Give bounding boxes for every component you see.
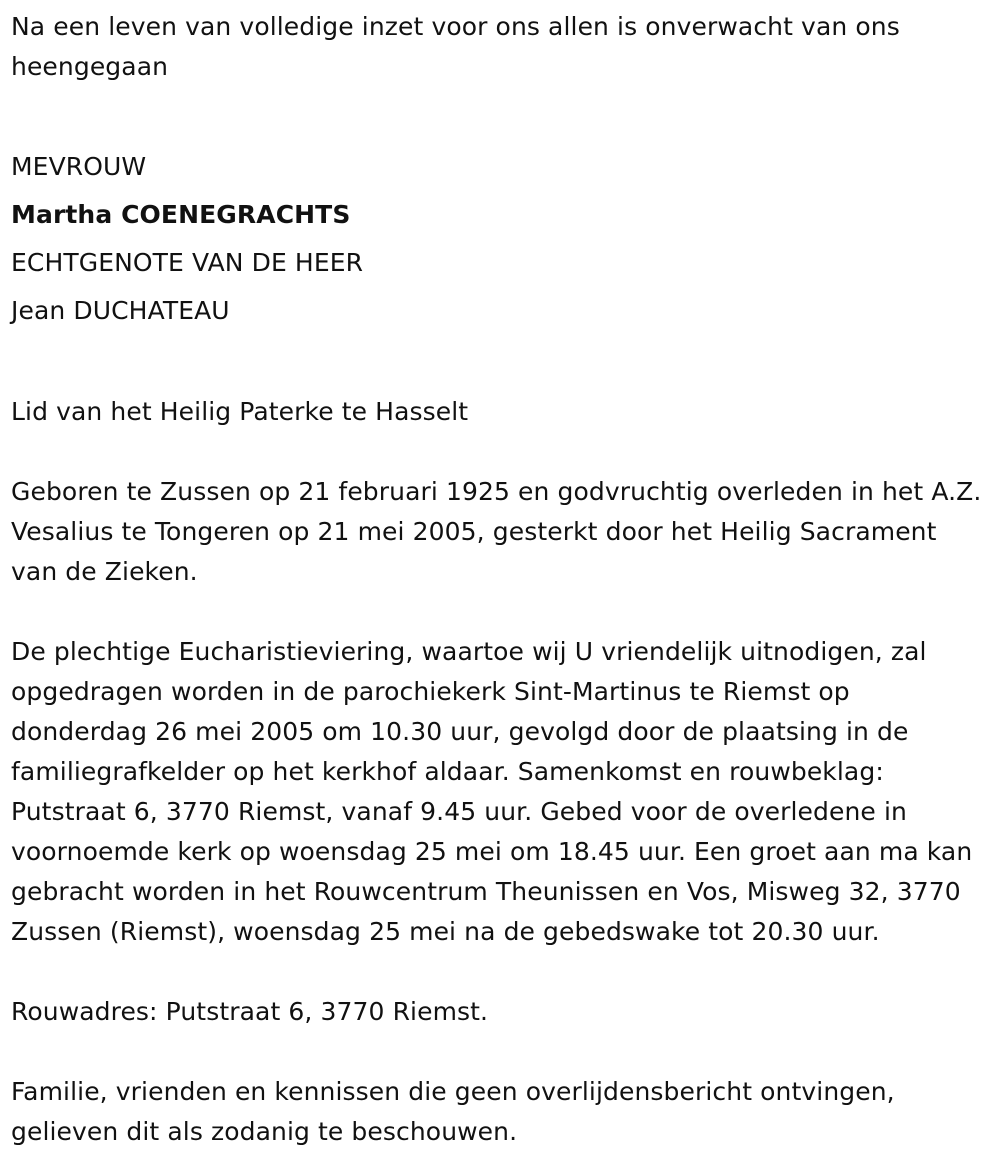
spouse-label: ECHTGENOTE VAN DE HEER bbox=[11, 248, 364, 277]
closing-block bbox=[11, 1032, 986, 1152]
address-block bbox=[11, 952, 986, 1032]
membership-block bbox=[11, 352, 986, 432]
spacer bbox=[11, 352, 986, 392]
spacer bbox=[11, 592, 986, 632]
birth-death-text: Geboren te Zussen op 21 februari 1925 en godvruchtig overleden in het A.Z. Vesalius te Tongeren op 21 mei 2005, gesterkt door het Heilig Sacrament van de Zieken. bbox=[11, 477, 982, 586]
spacer bbox=[11, 103, 986, 143]
closing-text: Familie, vrienden en kennissen die geen overlijdensbericht ontvingen, gelieven dit als zodanig te beschouwen. bbox=[11, 1077, 895, 1146]
deceased-block bbox=[11, 103, 986, 335]
ceremony-text: De plechtige Eucharistieviering, waartoe wij U vriendelijk uitnodigen, zal opgedragen worden in de parochiekerk Sint-Martinus te Riemst op donderdag 26 mei 2005 om 10.30 uur, gevolgd door de plaatsing in de familiegrafkelder op het kerkhof aldaar. Samenkomst en rouwbeklag: Putstraat 6, 3770 Riemst, vanaf 9.45 uur. Gebed voor de overledene in voornoemde kerk op woensdag 25 mei om 18.45 uur. Een groet aan ma kan gebracht worden in het Rouwcentrum Theunissen en Vos, Misweg 32, 3770 Zussen (Riemst), woensdag 25 mei na de gebedswake tot 20.30 uur. bbox=[11, 637, 973, 946]
ceremony-block bbox=[11, 592, 986, 952]
spacer bbox=[11, 432, 986, 472]
spouse-name: Jean DUCHATEAU bbox=[11, 296, 230, 325]
spacer bbox=[11, 1032, 986, 1072]
spacer bbox=[11, 952, 986, 992]
deceased-name: Martha COENEGRACHTS bbox=[11, 200, 351, 229]
obituary-notice bbox=[11, 7, 986, 1152]
title-text: MEVROUW bbox=[11, 152, 147, 181]
address-text: Rouwadres: Putstraat 6, 3770 Riemst. bbox=[11, 997, 489, 1026]
membership-text: Lid van het Heilig Paterke te Hasselt bbox=[11, 397, 469, 426]
intro-text: Na een leven van volledige inzet voor ons allen is onverwacht van ons heengegaan bbox=[11, 12, 900, 81]
birth-death-block bbox=[11, 432, 986, 592]
